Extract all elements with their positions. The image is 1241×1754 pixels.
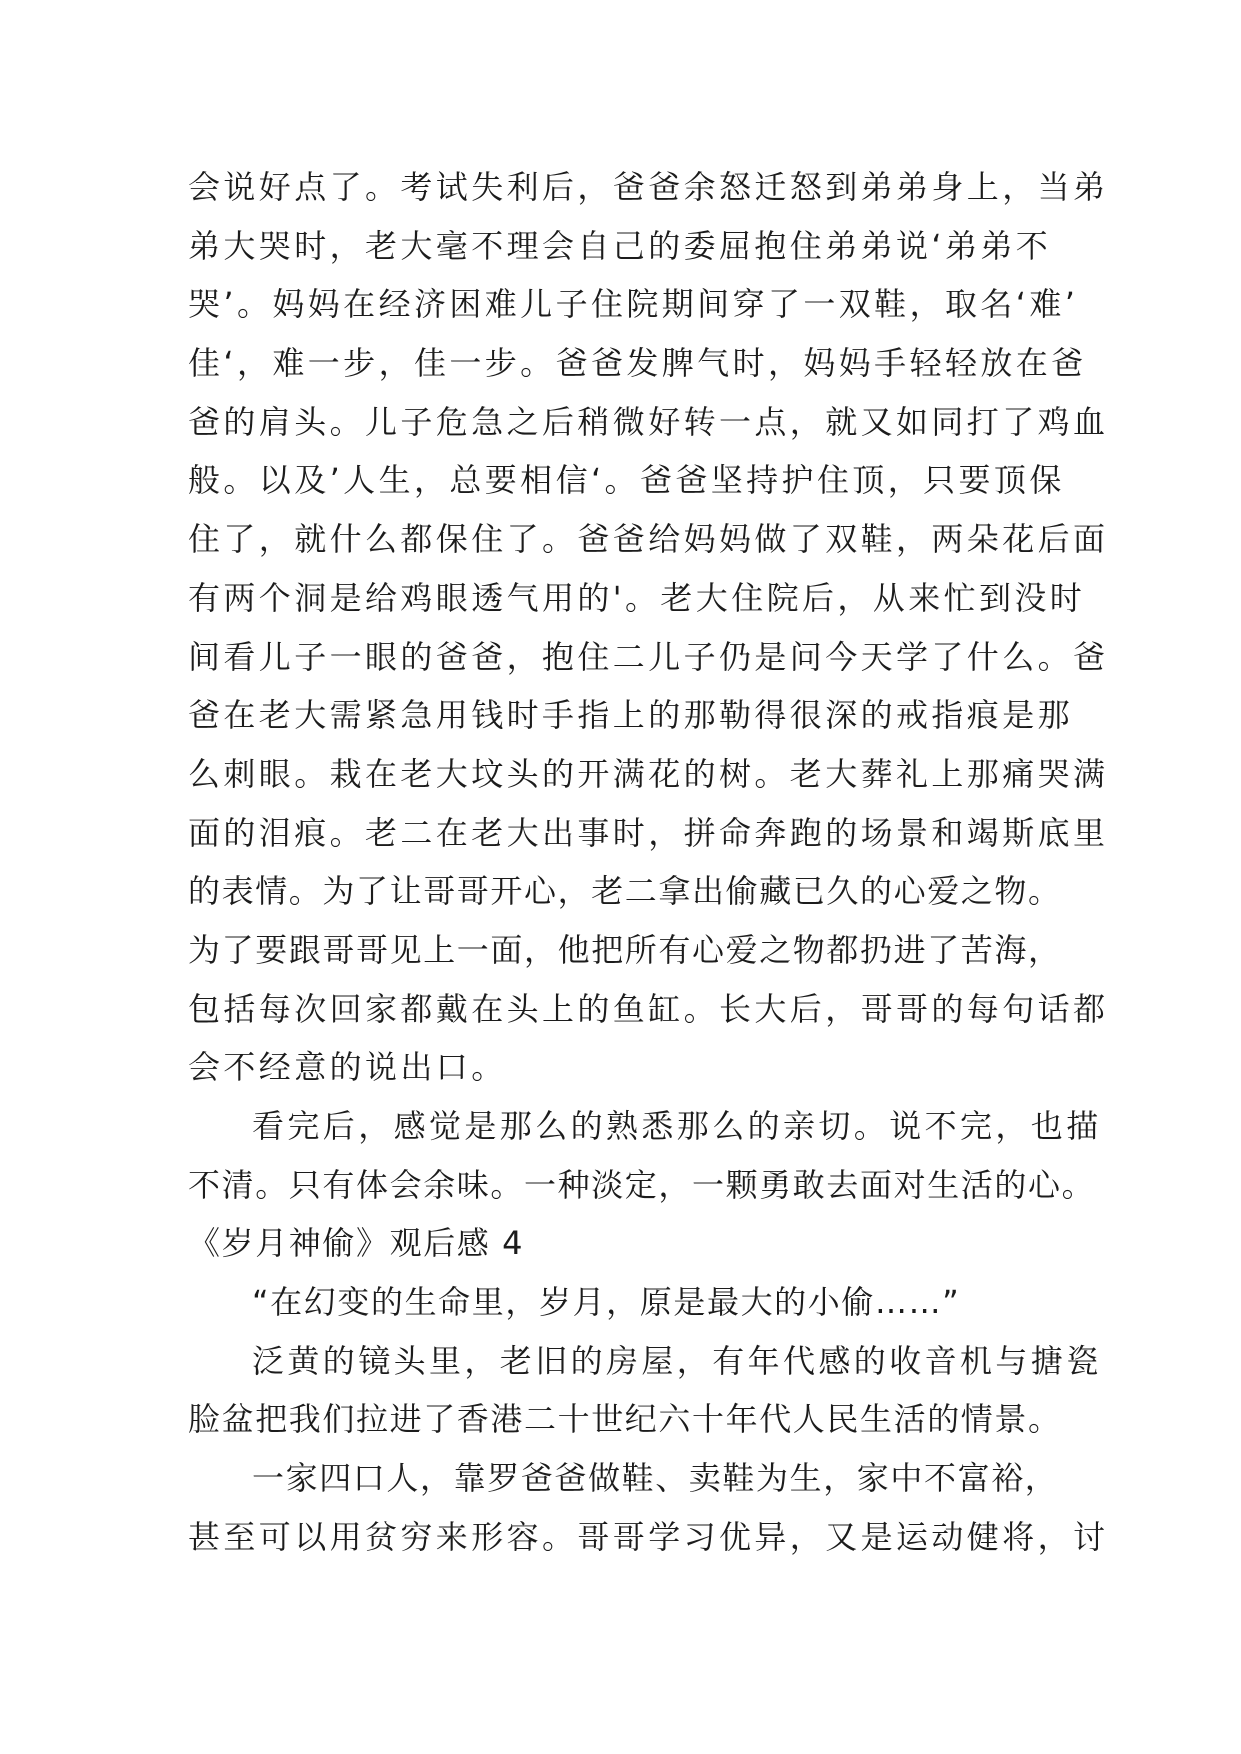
text-line: 脸盆把我们拉进了香港二十世纪六十年代人民生活的情景。: [188, 1400, 1062, 1439]
text-line: 甚至可以用贫穷来形容。哥哥学习优异，又是运动健将，讨: [188, 1517, 1109, 1556]
paragraph-first-line: 泛黄的镜头里，老旧的房屋，有年代感的收音机与搪瓷: [252, 1341, 1102, 1380]
paragraph-first-line: 一家四口人，靠罗爸爸做鞋、卖鞋为生，家中不富裕，: [252, 1459, 1059, 1498]
text-line: 包括每次回家都戴在头上的鱼缸。长大后，哥哥的每句话都: [188, 989, 1109, 1028]
text-line: 为了要跟哥哥见上一面，他把所有心爱之物都扔进了苦海，: [188, 930, 1062, 969]
text-line: 会不经意的说出口。: [188, 1048, 507, 1087]
text-line: 的表情。为了让哥哥开心，老二拿出偷藏已久的心爱之物。: [188, 872, 1062, 911]
text-line: 有两个洞是给鸡眼透气用的'。老大住院后，从来忙到没时: [188, 578, 1086, 617]
text-line: 般。以及’人生，总要相信‘。爸爸坚持护住顶，只要顶保: [188, 461, 1065, 500]
text-line: 会说好点了。考试失利后，爸爸余怒迁怒到弟弟身上，当弟: [188, 168, 1109, 206]
text-line: 住了，就什么都保住了。爸爸给妈妈做了双鞋，两朵花后面: [188, 520, 1109, 559]
text-line: 哭’。妈妈在经济困难儿子住院期间穿了一双鞋，取名‘难’: [188, 285, 1079, 324]
text-line: 爸的肩头。儿子危急之后稍微好转一点，就又如同打了鸡血: [188, 402, 1109, 441]
paragraph-first-line: 看完后，感觉是那么的熟悉那么的亲切。说不完，也描: [252, 1107, 1102, 1145]
section-heading: 《岁月神偷》观后感 4: [188, 1224, 525, 1263]
text-line: 佳‘，难一步，佳一步。爸爸发脾气时，妈妈手轻轻放在爸: [188, 344, 1087, 383]
document-body: [188, 158, 1109, 1567]
text-line: 弟大哭时，老大毫不理会自己的委屈抱住弟弟说‘弟弟不: [188, 226, 1052, 265]
text-line: 么刺眼。栽在老大坟头的开满花的树。老大葬礼上那痛哭满: [188, 754, 1109, 793]
text-line: 爸在老大需紧急用钱时手指上的那勒得很深的戒指痕是那: [188, 696, 1074, 735]
epigraph-quote: “在幻变的生命里，岁月，原是最大的小偷……”: [252, 1283, 961, 1322]
text-line: 间看儿子一眼的爸爸，抱住二儿子仍是问今天学了什么。爸: [188, 637, 1109, 676]
text-line: 不清。只有体会余味。一种淡定，一颗勇敢去面对生活的心。: [188, 1165, 1096, 1204]
text-line: 面的泪痕。老二在老大出事时，拼命奔跑的场景和竭斯底里: [188, 813, 1109, 852]
